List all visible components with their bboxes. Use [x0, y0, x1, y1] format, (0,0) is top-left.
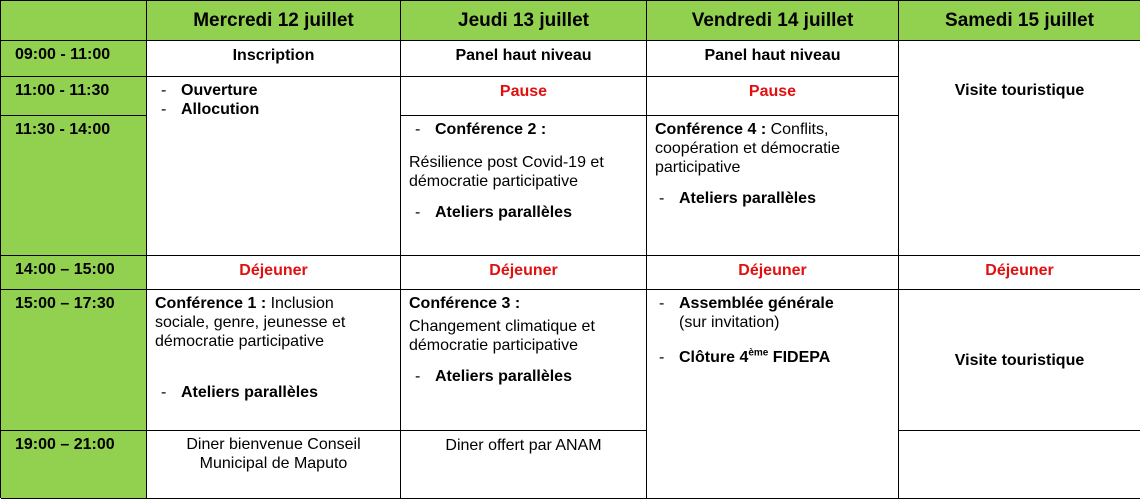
- time-slot: 09:00 - 11:00: [1, 41, 147, 77]
- wed-allocution: Allocution: [181, 101, 260, 118]
- wed-conference-1: Conférence 1 : Inclusion sociale, genre, jeunesse et démocratie participative - Ateliers parallèles: [147, 290, 401, 431]
- thu-conference-2: - Conférence 2 : Résilience post Covid-19 et démocratie participative - Ateliers parallèles: [401, 116, 647, 256]
- thu-ateliers-2: Ateliers parallèles: [435, 368, 572, 385]
- header-thursday: Jeudi 13 juillet: [401, 1, 647, 41]
- time-slot: 11:00 - 11:30: [1, 77, 147, 116]
- sat-empty-cell: [899, 431, 1140, 499]
- sat-visite-1: Visite touristique: [899, 41, 1140, 256]
- thu-conference-3: Conférence 3 : Changement climatique et démocratie participative - Ateliers parallèles: [401, 290, 647, 431]
- time-slot: 14:00 – 15:00: [1, 256, 147, 290]
- thu-panel: Panel haut niveau: [401, 41, 647, 77]
- thu-diner: Diner offert par ANAM: [401, 431, 647, 499]
- time-slot: 11:30 - 14:00: [1, 116, 147, 256]
- header-friday: Vendredi 14 juillet: [647, 1, 899, 41]
- fri-panel: Panel haut niveau: [647, 41, 899, 77]
- fri-ateliers: Ateliers parallèles: [679, 190, 816, 207]
- time-slot: 15:00 – 17:30: [1, 290, 147, 431]
- wed-dejeuner: Déjeuner: [147, 256, 401, 290]
- wed-ateliers: Ateliers parallèles: [181, 384, 318, 401]
- sat-dejeuner: Déjeuner: [899, 256, 1140, 290]
- fri-invitation: (sur invitation): [679, 314, 780, 331]
- time-slot: 19:00 – 21:00: [1, 431, 147, 499]
- header-saturday: Samedi 15 juillet: [899, 1, 1140, 41]
- header-wednesday: Mercredi 12 juillet: [147, 1, 401, 41]
- fri-dejeuner: Déjeuner: [647, 256, 899, 290]
- fri-assemblee: Assemblée générale: [679, 295, 834, 312]
- corner-cell: [1, 1, 147, 41]
- fri-cloture: Clôture 4ème FIDEPA: [679, 347, 831, 366]
- fri-assembly-cell: - Assemblée générale (sur invitation) - Clôture 4ème FIDEPA: [647, 290, 899, 499]
- sat-visite-2: Visite touristique: [899, 290, 1140, 431]
- fri-conference-4: Conférence 4 : Conflits, coopération et démocratie participative - Ateliers parallèles: [647, 116, 899, 256]
- wed-diner: Diner bienvenue Conseil Municipal de Maputo: [147, 431, 401, 499]
- thu-pause: Pause: [401, 77, 647, 116]
- wed-inscription: Inscription: [147, 41, 401, 77]
- thu-ateliers: Ateliers parallèles: [435, 204, 572, 221]
- wed-ouverture: Ouverture: [181, 82, 258, 99]
- thu-dejeuner: Déjeuner: [401, 256, 647, 290]
- wed-opening-cell: - Ouverture - Allocution: [147, 77, 401, 256]
- fri-pause: Pause: [647, 77, 899, 116]
